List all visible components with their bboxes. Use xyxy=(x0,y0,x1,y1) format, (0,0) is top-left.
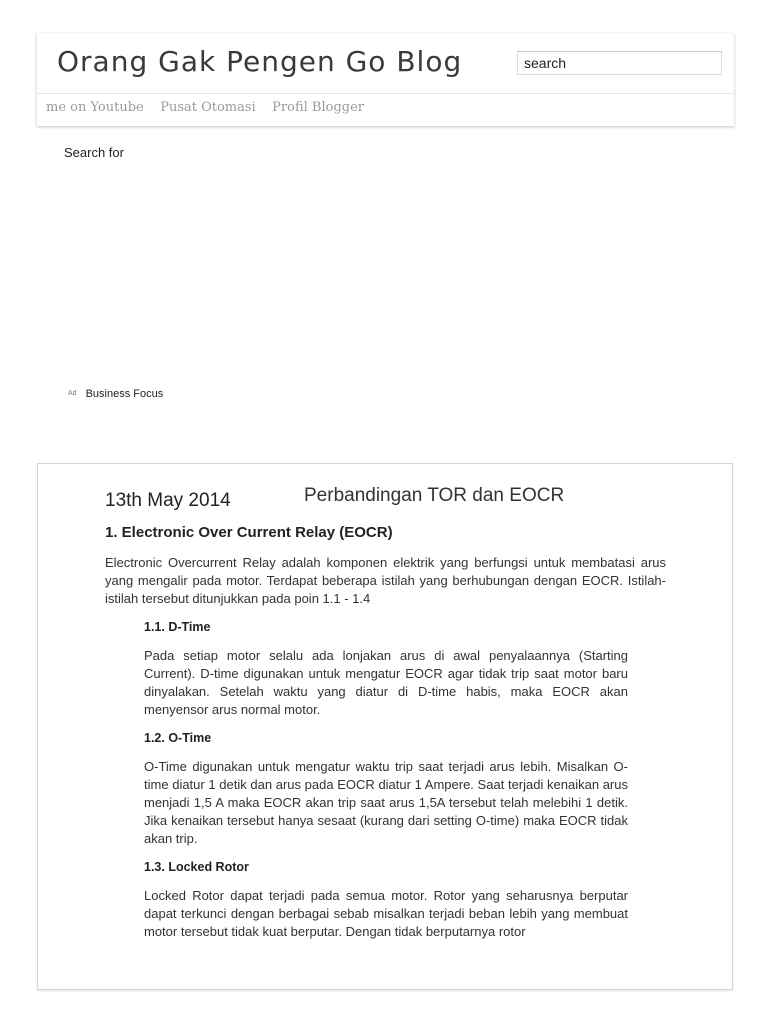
section-heading: 1. Electronic Over Current Relay (EOCR) xyxy=(105,524,393,541)
search-input[interactable] xyxy=(517,51,722,75)
ad-badge: Ad xyxy=(68,390,77,397)
subsection-heading: 1.1. D-Time xyxy=(144,620,211,634)
nav-link-profil-blogger[interactable]: Profil Blogger xyxy=(272,100,365,115)
subsection-heading: 1.3. Locked Rotor xyxy=(144,860,249,874)
nav-link-youtube[interactable]: me on Youtube xyxy=(46,100,144,115)
post-body xyxy=(105,524,666,953)
subsection-paragraph: Pada setiap motor selalu ada lonjakan arus di awal penyalaannya (Starting Current). D-time digunakan untuk mengatur EOCR agar tidak trip saat motor baru dinyalakan. Setelah waktu yang diatur di D-time habis, maka EOCR akan menyensor arus normal motor. xyxy=(144,648,628,717)
post-date: 13th May 2014 xyxy=(105,490,231,511)
ad-row[interactable] xyxy=(68,388,163,400)
blog-header xyxy=(37,33,734,126)
search-for-label: Search for xyxy=(64,145,124,160)
nav-link-pusat-otomasi[interactable]: Pusat Otomasi xyxy=(160,100,256,115)
post-title[interactable]: Perbandingan TOR dan EOCR xyxy=(304,485,565,506)
subsection-heading: 1.2. O-Time xyxy=(144,731,212,745)
subsection-o-time xyxy=(105,731,628,848)
post-card xyxy=(37,463,733,990)
ad-link[interactable]: Business Focus xyxy=(85,388,164,400)
subsection-paragraph: Locked Rotor dapat terjadi pada semua motor. Rotor yang seharusnya berputar dapat terkunci dengan berbagai sebab misalkan terjadi beban lebih yang membuat motor tersebut tidak kuat berputar. Dengan tidak berputarnya rotor xyxy=(144,888,628,939)
subsection-paragraph: O-Time digunakan untuk mengatur waktu trip saat terjadi arus lebih. Misalkan O-time diatur 1 detik dan arus pada EOCR diatur 1 Ampere. Saat terjadi kenaikan arus menjadi 1,5 A maka EOCR akan trip saat arus 1,5A tersebut telah melebihi 1 detik. Jika kenaikan tersebut hanya sesaat (kurang dari setting O-time) maka EOCR tidak akan trip. xyxy=(144,759,628,846)
subsection-d-time xyxy=(105,620,628,719)
nav-bar xyxy=(37,94,734,126)
blog-title[interactable]: Orang Gak Pengen Go Blog xyxy=(57,45,463,78)
subsection-locked-rotor xyxy=(105,860,628,941)
section-paragraph: Electronic Overcurrent Relay adalah komponen elektrik yang berfungsi untuk membatasi arus yang mengalir pada motor. Terdapat beberapa istilah yang berhubungan dengan EOCR. Istilah-istilah tersebut ditunjukkan pada poin 1.1 - 1.4 xyxy=(105,555,666,606)
